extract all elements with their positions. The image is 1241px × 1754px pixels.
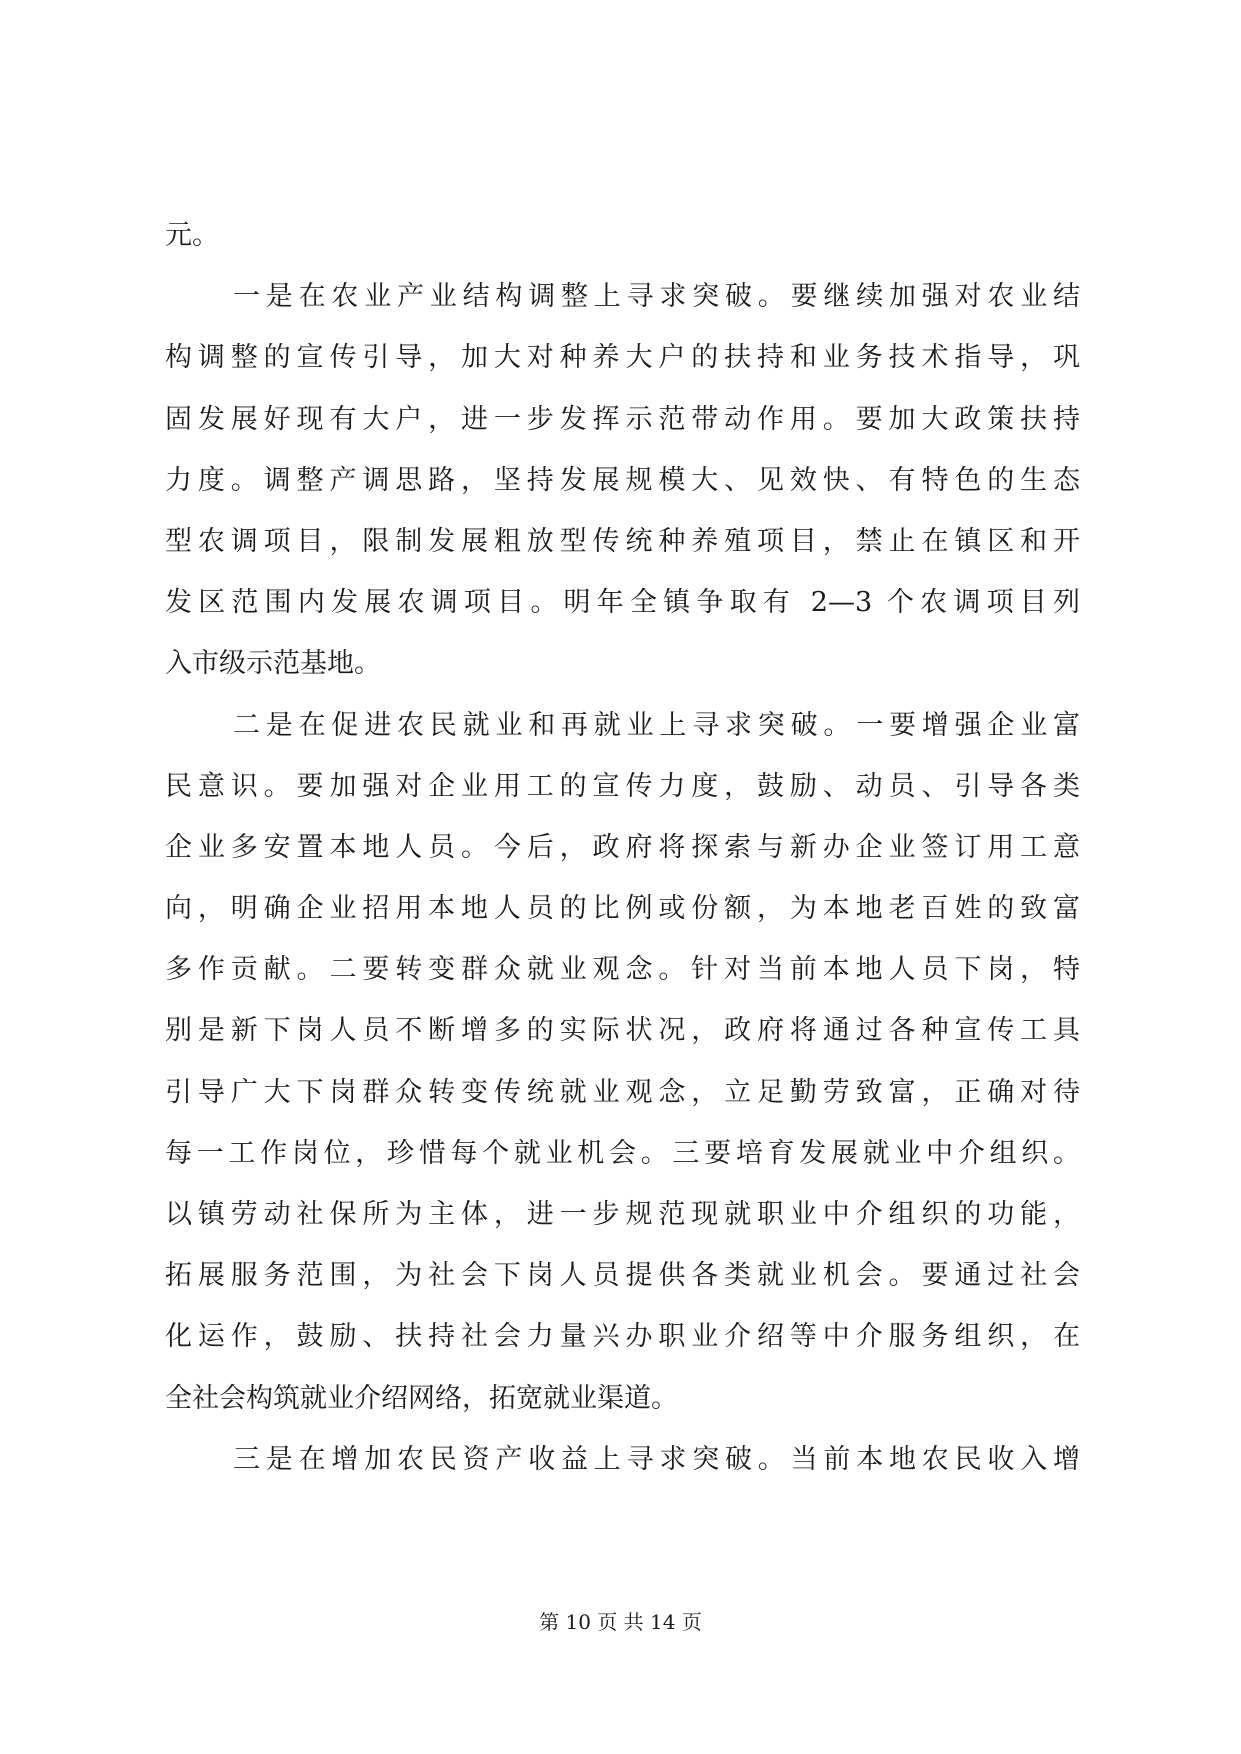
paragraph-first-line: 三是在增加农民资产收益上寻求突破。当前本地农民收入增 (233, 1443, 1080, 1475)
text-line: 元。 (165, 220, 219, 251)
text-line: 入市级示范基地。 (165, 648, 381, 680)
text-line: 引导广大下岗群众转变传统就业观念，立足勤劳致富，正确对待 (165, 1076, 1080, 1108)
text-line: 化运作，鼓励、扶持社会力量兴办职业介绍等中介服务组织，在 (165, 1321, 1080, 1353)
text-line: 别是新下岗人员不断增多的实际状况，政府将通过各种宣传工具 (165, 1015, 1080, 1047)
text-line: 以镇劳动社保所为主体，进一步规范现就职业中介组织的功能， (165, 1199, 1080, 1230)
body-text (165, 205, 1080, 1490)
page-number-footer: 第 10 页 共 14 页 (539, 1610, 702, 1634)
text-line: 企业多安置本地人员。今后，政府将探索与新办企业签订用工意 (165, 831, 1080, 863)
text-line: 发区范围内发展农调项目。明年全镇争取有 2—3 个农调项目列 (165, 587, 1080, 619)
text-line: 每一工作岗位，珍惜每个就业机会。三要培育发展就业中介组织。 (165, 1137, 1080, 1169)
text-line: 力度。调整产调思路，坚持发展规模大、见效快、有特色的生态 (165, 464, 1080, 496)
paragraph-first-line: 一是在农业产业结构调整上寻求突破。要继续加强对农业结 (233, 281, 1080, 313)
text-line: 全社会构筑就业介绍网络，拓宽就业渠道。 (165, 1382, 678, 1414)
paragraph-first-line: 二是在促进农民就业和再就业上寻求突破。一要增强企业富 (233, 709, 1080, 741)
text-line: 多作贡献。二要转变群众就业观念。针对当前本地人员下岗，特 (165, 954, 1080, 986)
text-line: 构调整的宣传引导，加大对种养大户的扶持和业务技术指导，巩 (165, 342, 1080, 374)
text-line: 向，明确企业招用本地人员的比例或份额，为本地老百姓的致富 (165, 893, 1080, 925)
text-line: 型农调项目，限制发展粗放型传统种养殖项目，禁止在镇区和开 (165, 525, 1080, 557)
text-line: 拓展服务范围，为社会下岗人员提供各类就业机会。要通过社会 (165, 1260, 1080, 1292)
text-line: 固发展好现有大户，进一步发挥示范带动作用。要加大政策扶持 (165, 403, 1080, 435)
text-line: 民意识。要加强对企业用工的宣传力度，鼓励、动员、引导各类 (165, 770, 1080, 802)
